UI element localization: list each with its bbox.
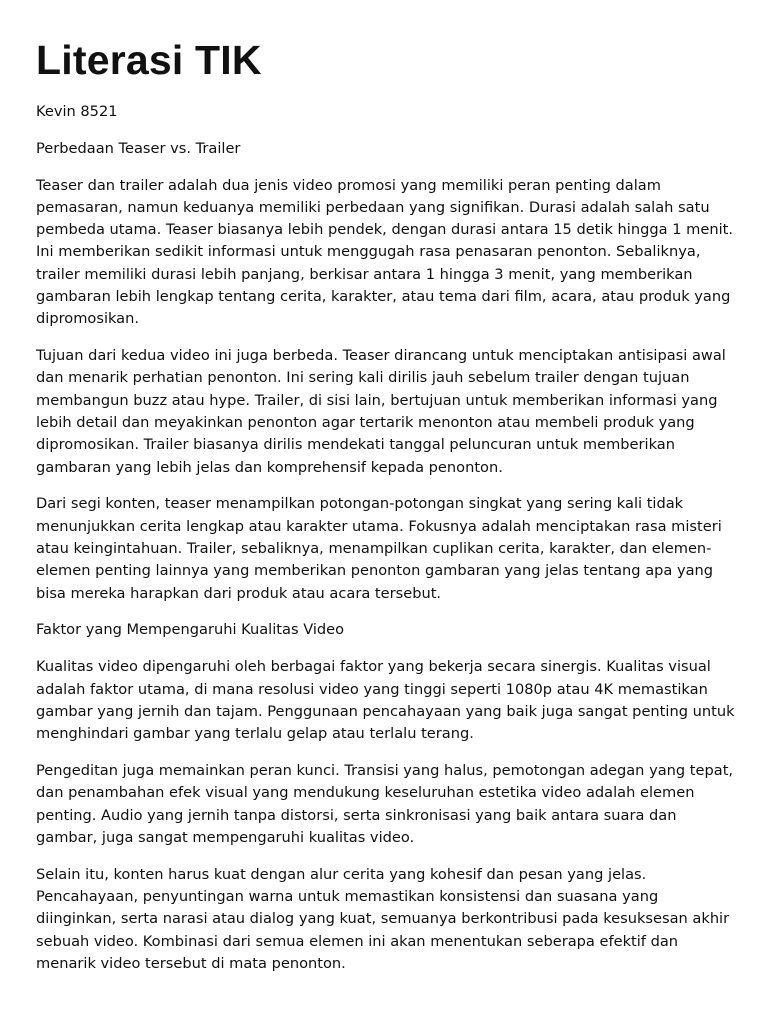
paragraph-line: atau keingintahuan. Trailer, sebaliknya, menampilkan cuplikan cerita, karakter, dan elemen-	[36, 540, 712, 558]
paragraph-line: Tujuan dari kedua video ini juga berbeda. Teaser dirancang untuk menciptakan antisipasi awal	[36, 347, 726, 365]
paragraph-line: gambaran lebih lengkap tentang cerita, karakter, atau tema dari film, acara, atau produk yang	[36, 288, 731, 306]
document-body	[36, 101, 736, 990]
paragraph-line: Selain itu, konten harus kuat dengan alur cerita yang kohesif dan pesan yang jelas.	[36, 865, 647, 883]
paragraph-line: Teaser dan trailer adalah dua jenis video promosi yang memiliki peran penting dalam	[36, 176, 661, 194]
paragraph-line: dan penambahan efek visual yang mendukung keseluruhan estetika video adalah elemen	[36, 784, 695, 802]
paragraph-line: Pengeditan juga memainkan peran kunci. Transisi yang halus, pemotongan adegan yang tepat,	[36, 761, 734, 779]
paragraph	[36, 656, 736, 745]
paragraph-line: trailer memiliki durasi lebih panjang, berkisar antara 1 hingga 3 menit, yang memberikan	[36, 265, 693, 283]
paragraph-line: adalah faktor utama, di mana resolusi video yang tinggi seperti 1080p atau 4K memastikan	[36, 680, 708, 698]
paragraph-line: gambar, juga sangat mempengaruhi kualitas video.	[36, 828, 415, 846]
paragraph-line: dipromosikan. Trailer biasanya dirilis mendekati tanggal peluncuran untuk memberikan	[36, 436, 675, 454]
paragraph-line: gambar yang jernih dan tajam. Penggunaan pencahayaan yang baik juga sangat penting untuk	[36, 702, 735, 720]
paragraph-line: gambaran yang lebih jelas dan komprehensif kepada penonton.	[36, 458, 503, 476]
author-name: Kevin 8521	[36, 103, 118, 120]
paragraph-line: penting. Audio yang jernih tanpa distorsi, serta sinkronisasi yang baik antara suara dan	[36, 806, 677, 824]
paragraph-line: Ini memberikan sedikit informasi untuk menggugah rasa penasaran penonton. Sebaliknya,	[36, 243, 701, 261]
paragraph-line: menghindari gambar yang terlalu gelap atau terlalu terang.	[36, 725, 474, 743]
paragraph-line: diinginkan, serta narasi atau dialog yang kuat, semuanya berkontribusi pada kesuksesan akhir	[36, 910, 730, 928]
paragraph	[36, 175, 736, 331]
paragraph	[36, 760, 736, 849]
paragraph-line: membangun buzz atau hype. Trailer, di sisi lain, bertujuan untuk memberikan informasi yang	[36, 391, 718, 409]
paragraph-line: Dari segi konten, teaser menampilkan potongan-potongan singkat yang sering kali tidak	[36, 495, 684, 513]
paragraph-line: menunjukkan cerita lengkap atau karakter utama. Fokusnya adalah menciptakan rasa misteri	[36, 517, 722, 535]
document-title: Literasi TIK	[36, 37, 262, 83]
paragraph	[36, 864, 736, 975]
paragraph-line: bisa mereka harapkan dari produk atau acara tersebut.	[36, 584, 442, 602]
paragraph-line: dan menarik perhatian penonton. Ini sering kali dirilis jauh sebelum trailer dengan tujuan	[36, 369, 690, 387]
paragraph-line: sebuah video. Kombinasi dari semua elemen ini akan menentukan seberapa efektif dan	[36, 932, 679, 950]
paragraph	[36, 345, 736, 479]
paragraph-line: Kualitas video dipengaruhi oleh berbagai faktor yang bekerja secara sinergis. Kualitas visual	[36, 658, 711, 676]
paragraph-line: lebih detail dan meyakinkan penonton agar tertarik menonton atau membeli produk yang	[36, 414, 695, 432]
paragraph-line: pemasaran, namun keduanya memiliki perbedaan yang signifikan. Durasi adalah salah satu	[36, 198, 710, 216]
paragraph-line: Pencahayaan, penyuntingan warna untuk memastikan konsistensi dan suasana yang	[36, 887, 659, 905]
paragraph-line: pembeda utama. Teaser biasanya lebih pendek, dengan durasi antara 15 detik hingga 1 menit.	[36, 221, 733, 239]
paragraph-line: elemen penting lainnya yang memberikan penonton gambaran yang jelas tentang apa yang	[36, 562, 714, 580]
paragraph-line: dipromosikan.	[36, 310, 140, 328]
section-heading-video-quality: Faktor yang Mempengaruhi Kualitas Video	[36, 621, 345, 639]
paragraph	[36, 493, 736, 604]
section-heading-teaser-trailer: Perbedaan Teaser vs. Trailer	[36, 139, 241, 157]
paragraph-line: menarik video tersebut di mata penonton.	[36, 954, 346, 972]
